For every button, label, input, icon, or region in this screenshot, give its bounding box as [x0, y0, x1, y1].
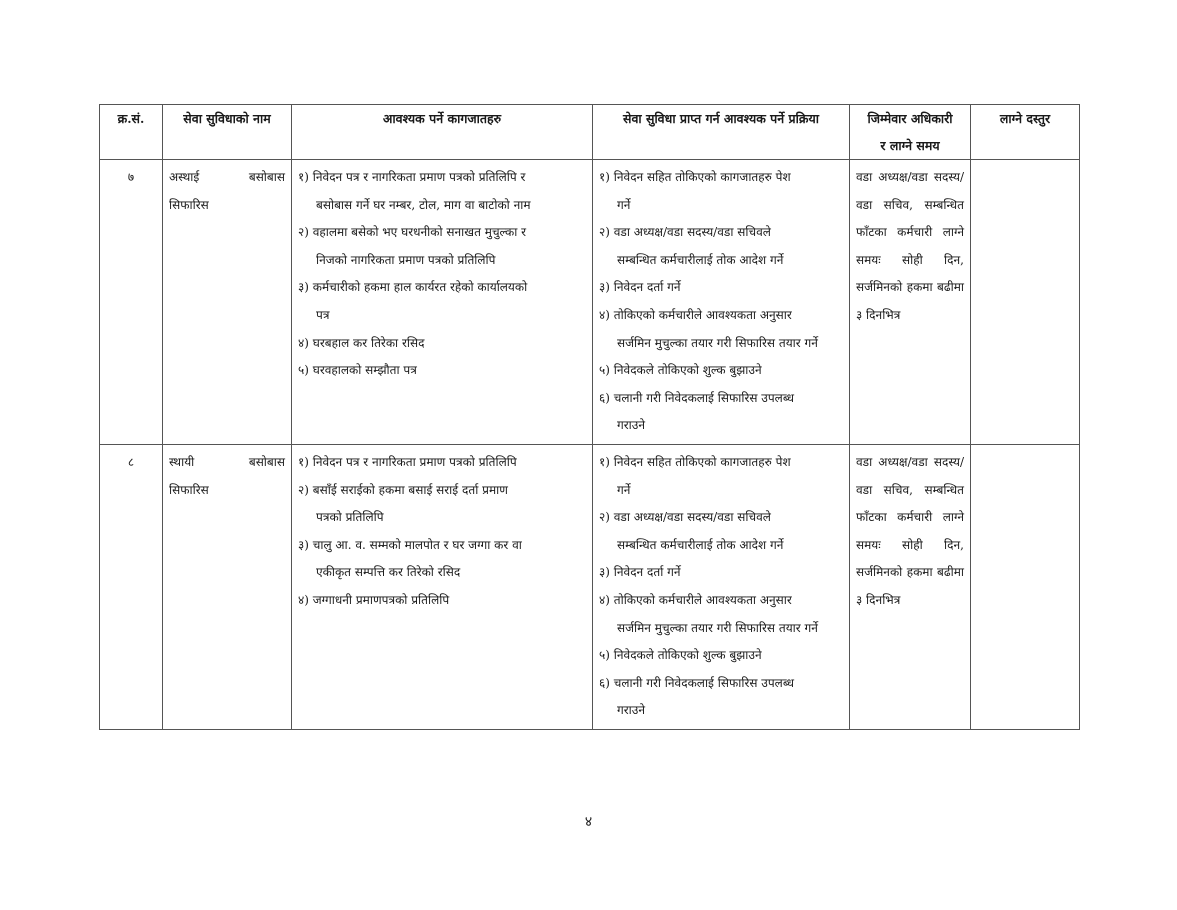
table-body — [100, 160, 1080, 730]
process-item — [599, 274, 843, 302]
cell-documents — [292, 444, 593, 729]
service-name-word2: बसोबास — [248, 454, 285, 469]
sn-value: ७ — [127, 170, 135, 184]
header-officer — [850, 105, 971, 160]
item-number: ६) — [599, 675, 610, 690]
item-number: ३) — [298, 280, 309, 295]
item-text-first: कर्मचारीको हकमा हाल कार्यरत रहेको कार्यालयको — [312, 280, 528, 295]
service-name-line2: सिफारिस — [169, 197, 209, 212]
item-text-first: निवेदन दर्ता गर्ने — [613, 280, 681, 295]
item-text-first: घरबहाल कर तिरेका रसिद — [312, 335, 425, 350]
item-text-first: चालु आ. व. सम्मको मालपोत र घर जग्गा कर वा — [312, 537, 522, 552]
cell-documents — [292, 160, 593, 445]
process-item — [599, 504, 843, 559]
process-item — [599, 642, 843, 670]
header-officer-line2: र लाग्ने समय — [880, 138, 940, 153]
cell-process — [593, 444, 850, 729]
item-text-first: वडा अध्यक्ष/वडा सदस्य/वडा सचिवले — [613, 510, 771, 525]
cell-officer — [850, 160, 971, 445]
header-fee: लाग्ने दस्तुर — [971, 105, 1080, 160]
item-number: ३) — [599, 280, 610, 295]
service-name-line2: सिफारिस — [169, 482, 209, 497]
item-number: २) — [298, 225, 309, 240]
header-sn: क्र.सं. — [100, 105, 163, 160]
process-item — [599, 302, 843, 357]
item-text-first: निवेदन पत्र र नागरिकता प्रमाण पत्रको प्रतिलिपि र — [312, 170, 526, 184]
item-text-continued: गर्ने — [617, 197, 631, 212]
item-text-first: जग्गाधनी प्रमाणपत्रको प्रतिलिपि — [312, 592, 450, 607]
cell-fee — [971, 444, 1080, 729]
table-header-row — [100, 105, 1080, 160]
item-text-first: निवेदकले तोकिएको शुल्क बुझाउने — [613, 648, 762, 663]
item-text-first: निवेदन सहित तोकिएको कागजातहरु पेश — [613, 170, 791, 184]
item-text-continued: निजको नागरिकता प्रमाण पत्रको प्रतिलिपि — [316, 252, 496, 267]
service-name-word1: अस्थाई — [169, 170, 200, 184]
item-text-continued: गर्ने — [617, 482, 631, 497]
item-text-first: वडा अध्यक्ष/वडा सदस्य/वडा सचिवले — [613, 225, 771, 240]
item-number: ३) — [298, 537, 309, 552]
document-item — [298, 164, 586, 219]
service-table — [99, 104, 1080, 730]
item-text-first: घरवहालको सम्झौता पत्र — [312, 363, 417, 378]
item-text-continued: सम्बन्धित कर्मचारीलाई तोक आदेश गर्ने — [617, 537, 784, 552]
item-number: ४) — [298, 592, 309, 607]
document-item — [298, 219, 586, 274]
page-number: ४ — [584, 814, 593, 830]
item-text-first: चलानी गरी निवेदकलाई सिफारिस उपलब्ध — [613, 390, 794, 405]
document-item — [298, 274, 586, 329]
fee-text — [971, 160, 1079, 168]
service-name-word1: स्थायी — [169, 454, 195, 469]
item-number: २) — [599, 510, 610, 525]
header-documents: आवश्यक पर्ने कागजातहरु — [292, 105, 593, 160]
item-number: ३) — [599, 565, 610, 580]
item-number: ५) — [298, 363, 309, 378]
officer-text: वडा अध्यक्ष/वडा सदस्य/वडा सचिव, सम्बन्धित फाँटका कर्मचारी लाग्ने समयः सोही दिन, सर्जमिनको हकमा बढीमा ३ दिनभित्र — [856, 170, 964, 322]
cell-sn — [100, 444, 163, 729]
cell-service-name — [163, 444, 292, 729]
item-number: ६) — [599, 390, 610, 405]
item-text-continued: बसोबास गर्ने घर नम्बर, टोल, माग वा बाटोको नाम — [316, 197, 531, 212]
item-text-continued: गराउने — [617, 703, 646, 718]
item-number: ४) — [599, 307, 610, 322]
process-item — [599, 449, 843, 504]
process-item — [599, 357, 843, 385]
item-number: ४) — [599, 592, 610, 607]
service-name-line1 — [169, 164, 285, 192]
cell-sn — [100, 160, 163, 445]
document-item — [298, 449, 586, 477]
service-name-word2: बसोबास — [248, 170, 285, 184]
document-item — [298, 330, 586, 358]
process-item — [599, 559, 843, 587]
item-text-first: वहालमा बसेको भए घरधनीको सनाखत मुचुल्का र — [312, 225, 527, 240]
item-text-first: तोकिएको कर्मचारीले आवश्यकता अनुसार — [613, 592, 792, 607]
item-number: २) — [298, 482, 309, 497]
item-text-first: तोकिएको कर्मचारीले आवश्यकता अनुसार — [613, 307, 792, 322]
item-text-first: चलानी गरी निवेदकलाई सिफारिस उपलब्ध — [613, 675, 794, 690]
item-number: ५) — [599, 363, 610, 378]
process-item — [599, 219, 843, 274]
process-item — [599, 385, 843, 440]
item-text-continued: गराउने — [617, 418, 646, 433]
header-officer-line1: जिम्मेवार अधिकारी — [867, 111, 953, 126]
item-number: ५) — [599, 648, 610, 663]
fee-text — [971, 445, 1079, 453]
sn-value: ८ — [127, 454, 135, 469]
document-item — [298, 357, 586, 385]
process-item — [599, 670, 843, 725]
officer-text: वडा अध्यक्ष/वडा सदस्य/वडा सचिव, सम्बन्धित फाँटका कर्मचारी लाग्ने समयः सोही दिन, सर्जमिनको हकमा बढीमा ३ दिनभित्र — [856, 454, 964, 607]
item-number: १) — [298, 454, 309, 469]
item-text-continued: सर्जमिन मुचुल्का तयार गरी सिफारिस तयार गर्ने — [617, 620, 818, 635]
cell-officer — [850, 444, 971, 729]
header-service-name: सेवा सुविधाको नाम — [163, 105, 292, 160]
cell-process — [593, 160, 850, 445]
header-process: सेवा सुविधा प्राप्त गर्न आवश्यक पर्ने प्रक्रिया — [593, 105, 850, 160]
item-text-continued: पत्रको प्रतिलिपि — [316, 510, 384, 525]
item-text-continued: एकीकृत सम्पत्ति कर तिरेको रसिद — [316, 565, 461, 580]
item-number: २) — [599, 225, 610, 240]
cell-service-name — [163, 160, 292, 445]
item-text-first: बसाँई सराईको हकमा बसाई सराई दर्ता प्रमाण — [312, 482, 508, 497]
item-number: ४) — [298, 335, 309, 350]
item-number: १) — [599, 454, 610, 469]
table-row — [100, 160, 1080, 445]
document-item — [298, 532, 586, 587]
item-text-first: निवेदन सहित तोकिएको कागजातहरु पेश — [613, 454, 791, 469]
item-text-first: निवेदकले तोकिएको शुल्क बुझाउने — [613, 363, 762, 378]
item-text-first: निवेदन पत्र र नागरिकता प्रमाण पत्रको प्रतिलिपि — [312, 454, 517, 469]
cell-fee — [971, 160, 1080, 445]
service-name-line1 — [169, 449, 285, 477]
item-text-continued: सर्जमिन मुचुल्का तयार गरी सिफारिस तयार गर्ने — [617, 335, 818, 350]
item-number: १) — [599, 170, 610, 184]
item-number: १) — [298, 170, 309, 184]
item-text-continued: पत्र — [316, 307, 330, 322]
document-item — [298, 477, 586, 532]
item-text-continued: सम्बन्धित कर्मचारीलाई तोक आदेश गर्ने — [617, 252, 784, 267]
item-text-first: निवेदन दर्ता गर्ने — [613, 565, 681, 580]
process-item — [599, 587, 843, 642]
table-row — [100, 444, 1080, 729]
process-item — [599, 164, 843, 219]
document-item — [298, 587, 586, 615]
